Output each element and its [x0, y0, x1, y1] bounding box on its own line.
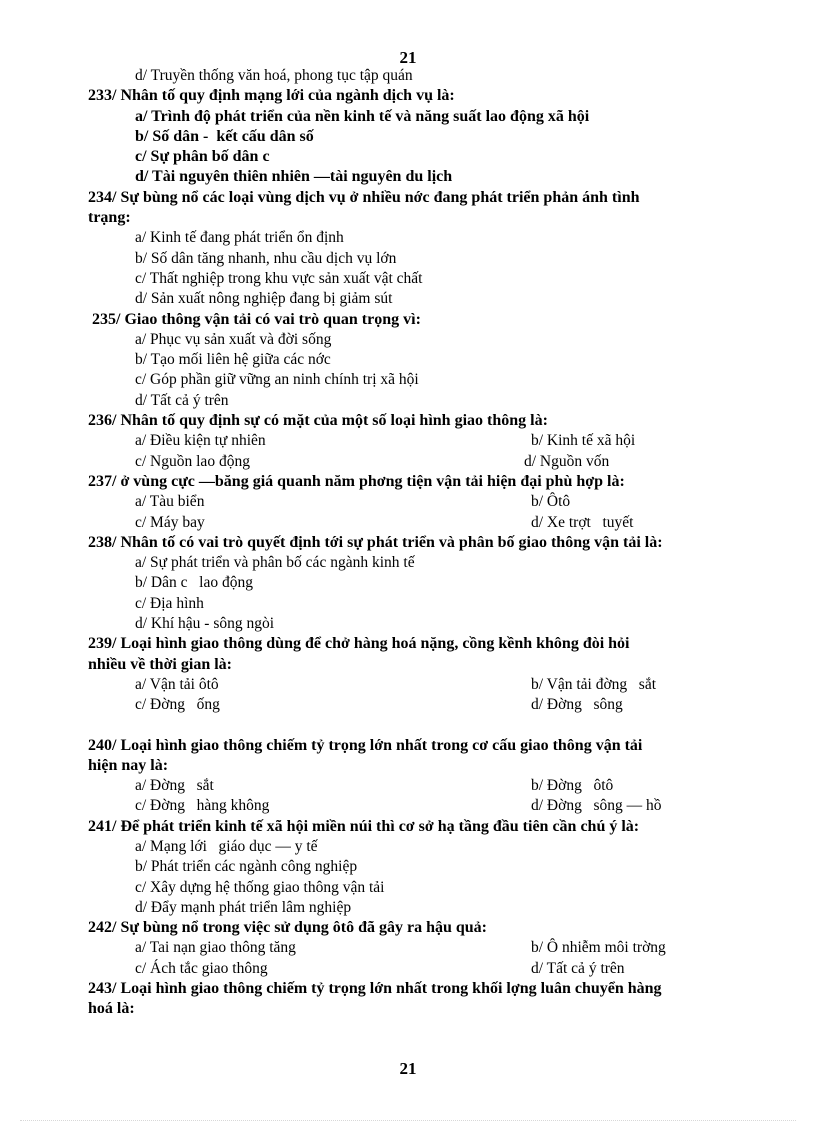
- question-234: [88, 188, 788, 310]
- option-b: b/ Dân c lao động: [135, 574, 253, 592]
- option-d: d/ Tất cả ý trên: [531, 959, 625, 977]
- question-text-line2: hoá là:: [88, 1000, 135, 1018]
- option-c: c/ Xây dựng hệ thống giao thông vận tải: [135, 878, 385, 896]
- option-a: a/ Sự phát triển và phân bố các ngành kinh tế: [135, 554, 415, 572]
- question-text-line2: trạng:: [88, 209, 131, 227]
- question-239: [88, 634, 788, 715]
- options-row-ab: [88, 776, 788, 796]
- option-d: d/ Nguồn vốn: [524, 452, 610, 470]
- question-241: [88, 817, 788, 918]
- question-243: [88, 979, 788, 1020]
- option-a: a/ Phục vụ sản xuất và đời sống: [135, 330, 332, 348]
- option-b: b/ Phát triển các ngành công nghiệp: [135, 858, 358, 876]
- option-b: b/ Số dân tăng nhanh, nhu cầu dịch vụ lớn: [135, 249, 397, 267]
- option-d: d/ Tài nguyên thiên nhiên —tài nguyên du lịch: [135, 168, 453, 186]
- lead-option: d/ Truyền thống văn hoá, phong tục tập quán: [135, 67, 413, 84]
- option-b: b/ Vận tải đờng sắt: [531, 675, 657, 693]
- page-number-bottom: 21: [399, 1059, 417, 1078]
- option-a: a/ Tàu biển: [135, 493, 205, 511]
- option-a: a/ Trình độ phát triển của nền kinh tế và năng suất lao động xã hội: [135, 107, 590, 125]
- option-c: c/ Đờng ống: [135, 696, 220, 714]
- option-b: b/ Kinh tế xã hội: [531, 432, 636, 450]
- question-text-line2: hiện nay là:: [88, 756, 169, 774]
- options-row-ab: [88, 492, 788, 512]
- option-c: c/ Địa hình: [135, 594, 204, 612]
- options-row-ab: [88, 431, 788, 451]
- page-bottom-divider: [20, 1120, 796, 1121]
- page-content: [88, 66, 788, 1020]
- question-text-line1: 234/ Sự bùng nổ các loại vùng dịch vụ ở nhiều nớc đang phát triển phản ánh tình: [88, 188, 640, 206]
- option-b: b/ Ô nhiễm môi trờng: [531, 939, 666, 957]
- question-text-line1: 243/ Loại hình giao thông chiếm tỷ trọng lớn nhất trong khối lợng luân chuyển hàng: [88, 980, 662, 998]
- option-a: a/ Điều kiện tự nhiên: [135, 432, 266, 450]
- option-b: b/ Đờng ôtô: [531, 777, 614, 795]
- option-c: c/ Đờng hàng không: [135, 797, 270, 815]
- option-d: d/ Đờng sông: [531, 696, 623, 714]
- option-a: a/ Vận tải ôtô: [135, 675, 219, 693]
- question-238: [88, 533, 788, 634]
- option-b: b/ Số dân - kết cấu dân số: [135, 127, 314, 145]
- question-text: 236/ Nhân tố quy định sự có mặt của một số loại hình giao thông là:: [88, 412, 548, 430]
- options-row-cd: [88, 695, 788, 715]
- option-a: a/ Đờng sắt: [135, 777, 214, 795]
- question-242: [88, 918, 788, 979]
- question-236: [88, 411, 788, 472]
- question-text: 235/ Giao thông vận tải có vai trò quan trọng vì:: [92, 310, 421, 328]
- option-d: d/ Xe trợt tuyết: [531, 513, 634, 531]
- question-text-line2: nhiều về thời gian là:: [88, 655, 232, 673]
- option-a: a/ Tai nạn giao thông tăng: [135, 939, 296, 957]
- option-c: c/ Máy bay: [135, 513, 205, 531]
- options-row-cd: [88, 796, 788, 816]
- spacer: [88, 716, 788, 736]
- question-235: [88, 310, 788, 411]
- option-d: d/ Khí hậu - sông ngòi: [135, 615, 275, 633]
- question-text: 242/ Sự bùng nổ trong việc sử dụng ôtô đã gây ra hậu quả:: [88, 919, 487, 937]
- question-text: 233/ Nhân tố quy định mạng lới của ngành dịch vụ là:: [88, 87, 455, 105]
- options-row-ab: [88, 675, 788, 695]
- options-row-cd: [88, 513, 788, 533]
- options-row-cd: [88, 452, 788, 472]
- option-a: a/ Kinh tế đang phát triển ổn định: [135, 229, 344, 247]
- option-d: d/ Đờng sông — hồ: [531, 797, 662, 815]
- option-c: c/ Sự phân bố dân c: [135, 148, 270, 166]
- option-b: b/ Tạo mối liên hệ giữa các nớc: [135, 351, 331, 369]
- question-text: 241/ Để phát triển kinh tế xã hội miền núi thì cơ sở hạ tầng đầu tiên cần chú ý là:: [88, 817, 640, 835]
- options-row-cd: [88, 959, 788, 979]
- question-233: [88, 86, 788, 187]
- option-c: c/ Thất nghiệp trong khu vực sản xuất vật chất: [135, 269, 423, 287]
- page-number-top: 21: [399, 48, 417, 67]
- question-text: 237/ ở vùng cực —băng giá quanh năm phơng tiện vận tải hiện đại phù hợp là:: [88, 472, 625, 490]
- option-d: d/ Sản xuất nông nghiệp đang bị giảm sút: [135, 290, 393, 308]
- option-d: d/ Tất cả ý trên: [135, 391, 229, 409]
- option-a: a/ Mạng lới giáo dục — y tế: [135, 837, 318, 855]
- option-c: c/ Góp phần giữ vững an ninh chính trị xã hội: [135, 371, 419, 389]
- question-text: 238/ Nhân tố có vai trò quyết định tới sự phát triển và phân bố giao thông vận tải là:: [88, 533, 663, 551]
- question-text-line1: 240/ Loại hình giao thông chiếm tỷ trọng lớn nhất trong cơ cấu giao thông vận tải: [88, 736, 643, 754]
- option-c: c/ Ách tắc giao thông: [135, 959, 268, 977]
- option-b: b/ Ôtô: [531, 493, 571, 511]
- question-text-line1: 239/ Loại hình giao thông dùng để chở hàng hoá nặng, cồng kềnh không đòi hỏi: [88, 635, 630, 653]
- option-c: c/ Nguồn lao động: [135, 452, 250, 470]
- options-row-ab: [88, 938, 788, 958]
- question-240: [88, 736, 788, 817]
- question-237: [88, 472, 788, 533]
- option-d: d/ Đẩy mạnh phát triển lâm nghiệp: [135, 898, 352, 916]
